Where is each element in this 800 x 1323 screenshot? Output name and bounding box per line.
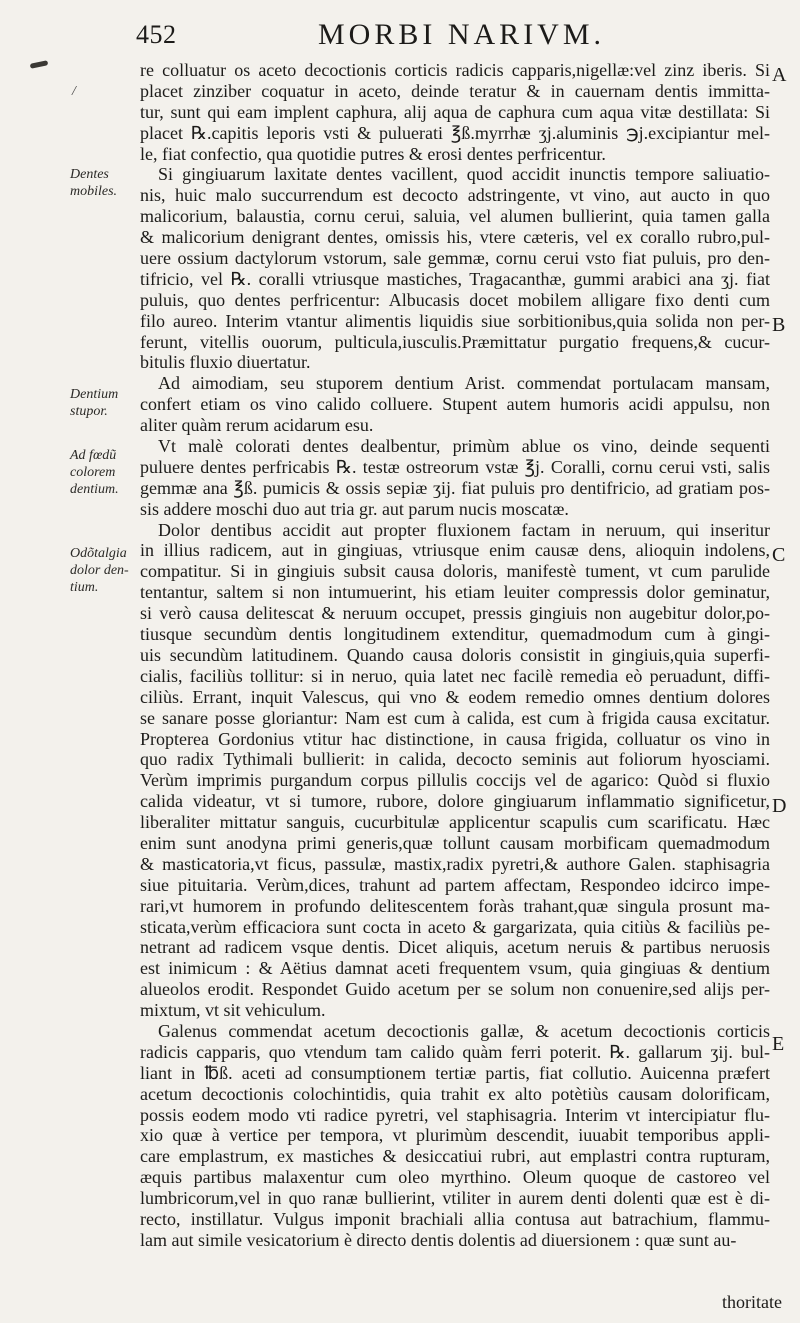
text-line: bitulis fluxio diuertatur. [140, 352, 311, 373]
text-line: radicis capparis, quo vtendum tam calido quàm ferri poterit. ℞. gallarum ʒij. bul- [140, 1041, 770, 1062]
text-line: uere ossium dactylorum vstorum, sale gemmæ, cornu cerui vsto fiat puluis, pro den- [140, 248, 770, 269]
margin-note-ad-foedum-colorem [70, 447, 138, 498]
text-line: nis, huic malo succurrendum est decocto adstringente, vt vino, aut aucto in quo [140, 185, 770, 206]
text-line: mixtum, vt sit vehiculum. [140, 1000, 326, 1021]
text-line: filo aureo. Interim vtantur alimentis liquidis siue sorbitionibus,quia solida non per- [140, 310, 770, 331]
paragraph [140, 60, 770, 164]
text-line: sticata,verùm efficaciora sunt cocta in aceto & gargarizata, quia citiùs & faciliùs pe- [140, 916, 770, 937]
section-letter-b: B [772, 314, 786, 336]
text-line: possis eodem modo vti radice pyretri, vel staphisagria. Interim vt intercipiatur flu- [140, 1104, 770, 1125]
text-line: care emplastrum, ex mastiches & desiccatiui rubri, aut emplastri contra rupturam, [140, 1146, 770, 1167]
text-line: uis secundùm latitudinem. Quando causa doloris consistit in gingiuis,quia superfi- [140, 644, 770, 665]
text-line: cialis, faciliùs tollitur: si in neruo, quia latet nec facilè remedia eò peruadunt, diffi- [140, 665, 770, 686]
section-letter-c: C [772, 544, 786, 566]
text-line: puluis, quo dentes perfricentur: Albucasis docet mobilem alligare fixo denti cum [140, 289, 770, 310]
text-line: æquis partibus malaxentur cum oleo myrthino. Oleum quoque de castoreo vel [140, 1167, 770, 1188]
text-line: est inimicum : & Aëtius damnat aceti frequentem vsum, quia gingiuas & dentium [140, 958, 770, 979]
text-line: recto, instillatur. Vulgus imponit brachiali allia contusa aut batrachium, flammu- [140, 1208, 770, 1229]
text-line: placet ℞.capitis leporis vsti & puluerati ℥ß.myrrhæ ʒj.aluminis ℈j.excipiantur mel- [140, 122, 770, 143]
page-number: 452 [136, 20, 177, 49]
text-line: enim sunt anodyna primi generis,quæ tollunt causam morbificam quemadmodum [140, 832, 770, 853]
text-line: Propterea Gordonius vtitur hac distinctione, in causa frigida, colluatur os vino in [140, 728, 770, 749]
text-line: netrant ad radicem vsque dentis. Dicet aliquis, acetum neruis & partibus neruosis [140, 937, 770, 958]
text-line: re colluatur os aceto decoctionis corticis radicis capparis,nigellæ:vel zinz iberis. Si [140, 60, 770, 80]
text-line: le, fiat confectio, qua quotidie putres & erosi dentes perfricentur. [140, 143, 606, 164]
text-line: tifricio, vel ℞. coralli vtriusque mastiches, Tragacanthæ, gummi arabici ana ʒj. fiat [140, 268, 770, 289]
text-line: tiusque secundùm dentis longitudinem extenditur, quemadmodum cum à gingi- [140, 624, 770, 645]
text-line: Verùm imprimis purgandum corpus pillulis coccijs vel de agarico: Quòd si fluxio [140, 770, 770, 791]
page-header [118, 12, 758, 56]
text-line: liant in ℔ß. aceti ad consumptionem tertiæ partis, fiat collutio. Auicenna præfert [140, 1062, 770, 1083]
running-title: MORBI NARIVM. [318, 18, 606, 51]
text-line: siue pituitaria. Verùm,dices, trahunt ad partem affectam, Respondeo idcirco impe- [140, 874, 770, 895]
text-line: compatitur. Si in gingiuis subsit causa doloris, manifestè tument, vt cum parulide [140, 561, 770, 582]
paragraph [140, 436, 770, 520]
paragraph [140, 373, 770, 436]
text-line: rari,vt humorem in profundo delitescentem foràs trahant,quæ singula prosunt ma- [140, 895, 770, 916]
text-line: confert etiam os vino calido colluere. Stupent autem humoris acidi appulsu, non [140, 394, 770, 415]
main-text [140, 60, 770, 1251]
margin-note-line: mobiles. [70, 184, 118, 199]
text-line: sis addere moschi duo aut tria gr. aut parum nucis moscatæ. [140, 498, 569, 519]
text-line: tentantur, saltem si non intumuerint, his etiam leuiter compressis dolor geminatur, [140, 582, 770, 603]
text-line: Galenus commendat acetum decoctionis gallæ, & acetum decoctionis corticis [158, 1020, 770, 1041]
text-line: acetum decoctionis colochintidis, quia trahit ex alto potètiùs causam dolorificam, [140, 1083, 770, 1104]
text-line: tur, sunt qui eam implent caphura, alij aqua de caphura cum aqua vitæ destillata: Si [140, 101, 770, 122]
text-line: Si gingiuarum laxitate dentes vacillent, quod accidit inunctis tempore saliuatio- [158, 164, 770, 185]
text-line: gemmæ ana ℥ß. pumicis & ossis sepiæ ʒij. fiat puluis pro dentifricio, ad gratiam pos- [140, 477, 770, 498]
margin-note-line: Odõtalgia [70, 546, 127, 561]
ink-smudge [30, 60, 49, 69]
paragraph [140, 164, 770, 373]
text-line: puluere dentes perfricabis ℞. testæ ostreorum vstæ ℥j. Coralli, cornu cerui vsti, salis [140, 456, 770, 477]
margin-note-dentium-stupor [70, 386, 138, 420]
text-line: calida videatur, vt si tumore, rubore, dolore gingiuarum inflammatio significetur, [140, 791, 770, 812]
paragraph [140, 1021, 770, 1251]
text-line: Dolor dentibus accidit aut propter fluxionem factam in neruum, qui inseritur [158, 519, 770, 540]
text-line: lumbricorum,vel in quo ranæ bullierint, vtiliter in aurem denti dolenti quæ est è di- [140, 1188, 770, 1209]
text-line: ferunt, vitellis ouorum, pulticula,iusculis.Præmittatur purgatio frequens,& cucur- [140, 331, 770, 352]
text-line: lam aut simile vesicatorium è directo dentis dolentis ad diuersionem : quæ sunt au- [140, 1229, 737, 1250]
text-line: ciliùs. Errant, inquit Valescus, qui vno & eodem remedio omnes dentium dolores [140, 686, 770, 707]
text-line: quo radix Tythimali bullierit: in calida, decocto seminis aut foliorum hyosciami. [140, 749, 770, 770]
text-line: alueolos erodit. Respondet Guido acetum per se solum non conuenire,sed alijs per- [140, 979, 770, 1000]
ink-tick-mark: / [72, 84, 76, 99]
section-letter-e: E [772, 1033, 785, 1055]
section-letter-a: A [772, 64, 787, 86]
margin-note-line: tium. [70, 580, 99, 595]
text-line: malicorium, balaustia, cornu cerui, saluia, vel alumen bullierint, quia tamen galla [140, 206, 770, 227]
text-line: Ad aimodiam, seu stuporem dentium Arist. commendat portulacam mansam, [158, 373, 770, 394]
margin-note-line: stupor. [70, 404, 108, 419]
catchword: thoritate [722, 1292, 782, 1312]
text-line: & malicorium denigrant dentes, omissis his, vtere cæteris, vel ex corallo rubro,pul- [140, 227, 770, 248]
text-line: in illius radicem, aut in gingiuas, vtriusque enim causæ dens, alioquin indolens, [140, 540, 770, 561]
margin-note-line: dolor den- [70, 563, 129, 578]
text-line: aliter quàm rerum acidarum esu. [140, 415, 374, 436]
margin-note-line: Ad fœdũ [70, 448, 117, 463]
margin-note-line: colorem [70, 465, 116, 480]
text-line: se sanare posse gloriantur: Nam est cum à calida, est cum à frigida causa excitatur. [140, 707, 770, 728]
margin-note-line: Dentium [70, 387, 119, 402]
text-line: liberaliter mittatur sanguis, cucurbitulæ applicentur scapulis cum scarificatu. Hæc [140, 812, 770, 833]
paragraph [140, 520, 770, 1021]
text-line: placet zinziber coquatur in aceto, deinde teratur & in cauernam dentis immitta- [140, 80, 770, 101]
text-line: Vt malè colorati dentes dealbentur, primùm ablue os vino, deinde sequenti [158, 436, 770, 457]
text-line: & masticatoria,vt ficus, passulæ, mastix,radix pyretri,& authore Galen. staphisagria [140, 853, 770, 874]
section-letter-d: D [772, 795, 787, 817]
text-line: si verò causa delitescat & neruum occupet, pressis gingiuis non augebitur dolor,po- [140, 603, 770, 624]
margin-note-odontalgia [70, 545, 138, 596]
margin-note-line: Dentes [70, 167, 109, 182]
text-line: xio quæ à vertice per tempora, vt plurimùm descendit, iuuabit temporibus appli- [140, 1125, 770, 1146]
margin-note-line: dentium. [70, 482, 119, 497]
margin-note-dentes-mobiles [70, 166, 138, 200]
